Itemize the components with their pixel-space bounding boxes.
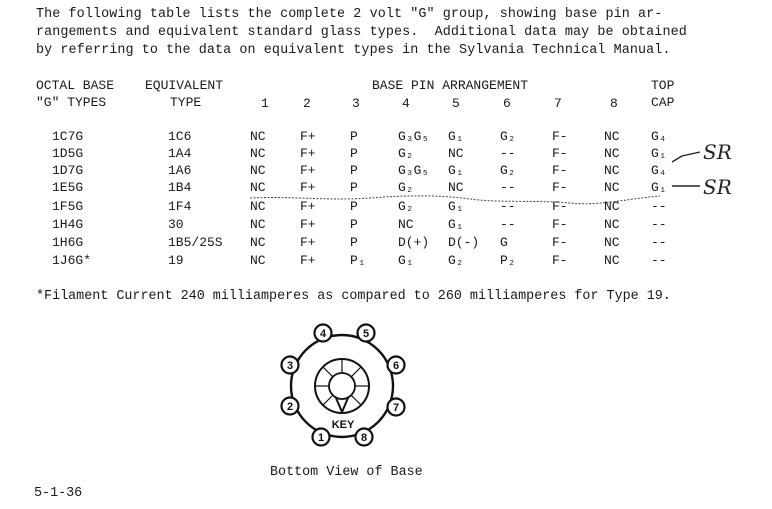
- cell-equivalent: 1F4: [168, 199, 192, 214]
- cell-pin-1: NC: [250, 163, 266, 178]
- pin-4-label: 4: [319, 328, 327, 340]
- cell-pin-3: P: [350, 199, 358, 214]
- pin-4: [315, 325, 332, 342]
- handwritten-annotation-sr-2: SR: [703, 175, 732, 199]
- cell-pin-5: G₁: [448, 217, 464, 232]
- cell-type: 1E5G: [52, 180, 84, 195]
- pin-5-label: 5: [362, 328, 370, 340]
- pin-5: [358, 325, 375, 342]
- cell-pin-3: P: [350, 180, 358, 195]
- header-g-types: "G" TYPES: [36, 95, 107, 110]
- header-pin-6: 6: [503, 96, 511, 111]
- cell-type: 1F5G: [52, 199, 84, 214]
- handwritten-annotation-sr-1: SR: [703, 140, 732, 164]
- header-cap: CAP: [651, 95, 675, 110]
- intro-line-1: The following table lists the complete 2 volt "G" group, showing base pin ar-: [36, 7, 663, 22]
- header-base-pin-arrangement: BASE PIN ARRANGEMENT: [372, 78, 529, 93]
- cell-pin-8: NC: [604, 253, 620, 268]
- cell-equivalent: 1B4: [168, 180, 192, 195]
- cell-pin-4: G₁: [398, 253, 414, 268]
- cell-pin-5: NC: [448, 146, 464, 161]
- cell-pin-2: F+: [300, 217, 316, 232]
- cell-pin-5: G₁: [448, 199, 464, 214]
- cell-pin-5: NC: [448, 180, 464, 195]
- key-label: KEY: [331, 419, 355, 431]
- cell-top-cap: --: [651, 253, 667, 268]
- cell-pin-6: --: [500, 217, 516, 232]
- cell-pin-2: F+: [300, 146, 316, 161]
- header-pin-5: 5: [452, 96, 460, 111]
- cell-pin-2: F+: [300, 129, 316, 144]
- pin-8: [356, 429, 373, 446]
- cell-pin-4: G₃G₅: [398, 129, 430, 144]
- cell-pin-6: P₂: [500, 253, 516, 268]
- header-pin-8: 8: [610, 96, 618, 111]
- cell-top-cap: G₄: [651, 129, 667, 144]
- cell-pin-1: NC: [250, 217, 266, 232]
- cell-pin-6: --: [500, 180, 516, 195]
- cell-top-cap: --: [651, 199, 667, 214]
- cell-pin-3: P: [350, 163, 358, 178]
- header-pin-2: 2: [303, 96, 311, 111]
- cell-pin-5: G₁: [448, 163, 464, 178]
- cell-pin-3: P: [350, 129, 358, 144]
- cell-pin-7: F-: [552, 146, 568, 161]
- cell-pin-2: F+: [300, 235, 316, 250]
- cell-pin-8: NC: [604, 163, 620, 178]
- header-octal-base: OCTAL BASE: [36, 78, 115, 93]
- cell-pin-4: G₂: [398, 146, 414, 161]
- cell-pin-7: F-: [552, 163, 568, 178]
- cell-top-cap: G₁: [651, 180, 667, 195]
- intro-line-2: rangements and equivalent standard glass types. Additional data may be obtained: [36, 25, 687, 40]
- cell-pin-7: F-: [552, 199, 568, 214]
- cell-pin-3: P: [350, 217, 358, 232]
- cell-equivalent: 1A4: [168, 146, 192, 161]
- cell-pin-3: P₁: [350, 253, 366, 268]
- cell-pin-3: P: [350, 146, 358, 161]
- diagram-caption: Bottom View of Base: [270, 465, 423, 480]
- header-pin-7: 7: [554, 96, 562, 111]
- pin-1: [313, 429, 330, 446]
- cell-pin-1: NC: [250, 180, 266, 195]
- header-pin-4: 4: [402, 96, 410, 111]
- cell-equivalent: 30: [168, 217, 184, 232]
- cell-pin-8: NC: [604, 180, 620, 195]
- cell-pin-2: F+: [300, 253, 316, 268]
- cell-pin-6: --: [500, 199, 516, 214]
- cell-type: 1H6G: [52, 235, 84, 250]
- cell-pin-2: F+: [300, 180, 316, 195]
- pin-8-label: 8: [360, 432, 368, 444]
- pin-2: [282, 398, 299, 415]
- cell-pin-4: G₃G₅: [398, 163, 430, 178]
- intro-line-3: by referring to the data on equivalent types in the Sylvania Technical Manual.: [36, 43, 671, 58]
- pin-6: [388, 357, 405, 374]
- key-notch-icon: [336, 398, 348, 412]
- cell-pin-1: NC: [250, 235, 266, 250]
- cell-pin-3: P: [350, 235, 358, 250]
- cell-type: 1H4G: [52, 217, 84, 232]
- header-top: TOP: [651, 78, 675, 93]
- header-equivalent: EQUIVALENT: [145, 78, 224, 93]
- pin-2-label: 2: [286, 401, 294, 413]
- cell-equivalent: 19: [168, 253, 184, 268]
- cell-pin-7: F-: [552, 180, 568, 195]
- cell-pin-1: NC: [250, 129, 266, 144]
- header-pin-1: 1: [261, 96, 269, 111]
- footnote: *Filament Current 240 milliamperes as compared to 260 milliamperes for Type 19.: [36, 289, 671, 304]
- cell-pin-8: NC: [604, 199, 620, 214]
- pin-7: [388, 399, 405, 416]
- cell-type: 1D7G: [52, 163, 84, 178]
- cell-pin-7: F-: [552, 235, 568, 250]
- header-pin-3: 3: [352, 96, 360, 111]
- cell-pin-7: F-: [552, 129, 568, 144]
- cell-top-cap: G₄: [651, 163, 667, 178]
- pin-7-label: 7: [392, 402, 400, 414]
- cell-pin-6: G₂: [500, 163, 516, 178]
- cell-top-cap: --: [651, 235, 667, 250]
- cell-pin-6: --: [500, 146, 516, 161]
- cell-equivalent: 1B5/25S: [168, 235, 223, 250]
- pin-1-label: 1: [317, 432, 325, 444]
- cell-top-cap: --: [651, 217, 667, 232]
- cell-pin-4: D(+): [398, 235, 430, 250]
- cell-pin-7: F-: [552, 217, 568, 232]
- cell-type: 1J6G*: [52, 253, 92, 268]
- cell-type: 1C7G: [52, 129, 84, 144]
- cell-pin-8: NC: [604, 146, 620, 161]
- cell-pin-7: F-: [552, 253, 568, 268]
- cell-pin-8: NC: [604, 235, 620, 250]
- cell-type: 1D5G: [52, 146, 84, 161]
- cell-pin-1: NC: [250, 199, 266, 214]
- cell-pin-2: F+: [300, 163, 316, 178]
- pin-6-label: 6: [392, 360, 400, 372]
- cell-pin-5: D(-): [448, 235, 480, 250]
- cell-pin-4: G₂: [398, 180, 414, 195]
- cell-equivalent: 1A6: [168, 163, 192, 178]
- pin-3-label: 3: [286, 360, 294, 372]
- cell-equivalent: 1C6: [168, 129, 192, 144]
- cell-pin-5: G₁: [448, 129, 464, 144]
- cell-pin-4: NC: [398, 217, 414, 232]
- header-type: TYPE: [170, 95, 202, 110]
- cell-pin-2: F+: [300, 199, 316, 214]
- cell-pin-5: G₂: [448, 253, 464, 268]
- cell-pin-1: NC: [250, 146, 266, 161]
- cell-top-cap: G₁: [651, 146, 667, 161]
- cell-pin-4: G₂: [398, 199, 414, 214]
- cell-pin-6: G: [500, 235, 508, 250]
- cell-pin-1: NC: [250, 253, 266, 268]
- cell-pin-6: G₂: [500, 129, 516, 144]
- cell-pin-8: NC: [604, 129, 620, 144]
- cell-pin-8: NC: [604, 217, 620, 232]
- page-number: 5-1-36: [34, 486, 83, 501]
- pin-3: [282, 357, 299, 374]
